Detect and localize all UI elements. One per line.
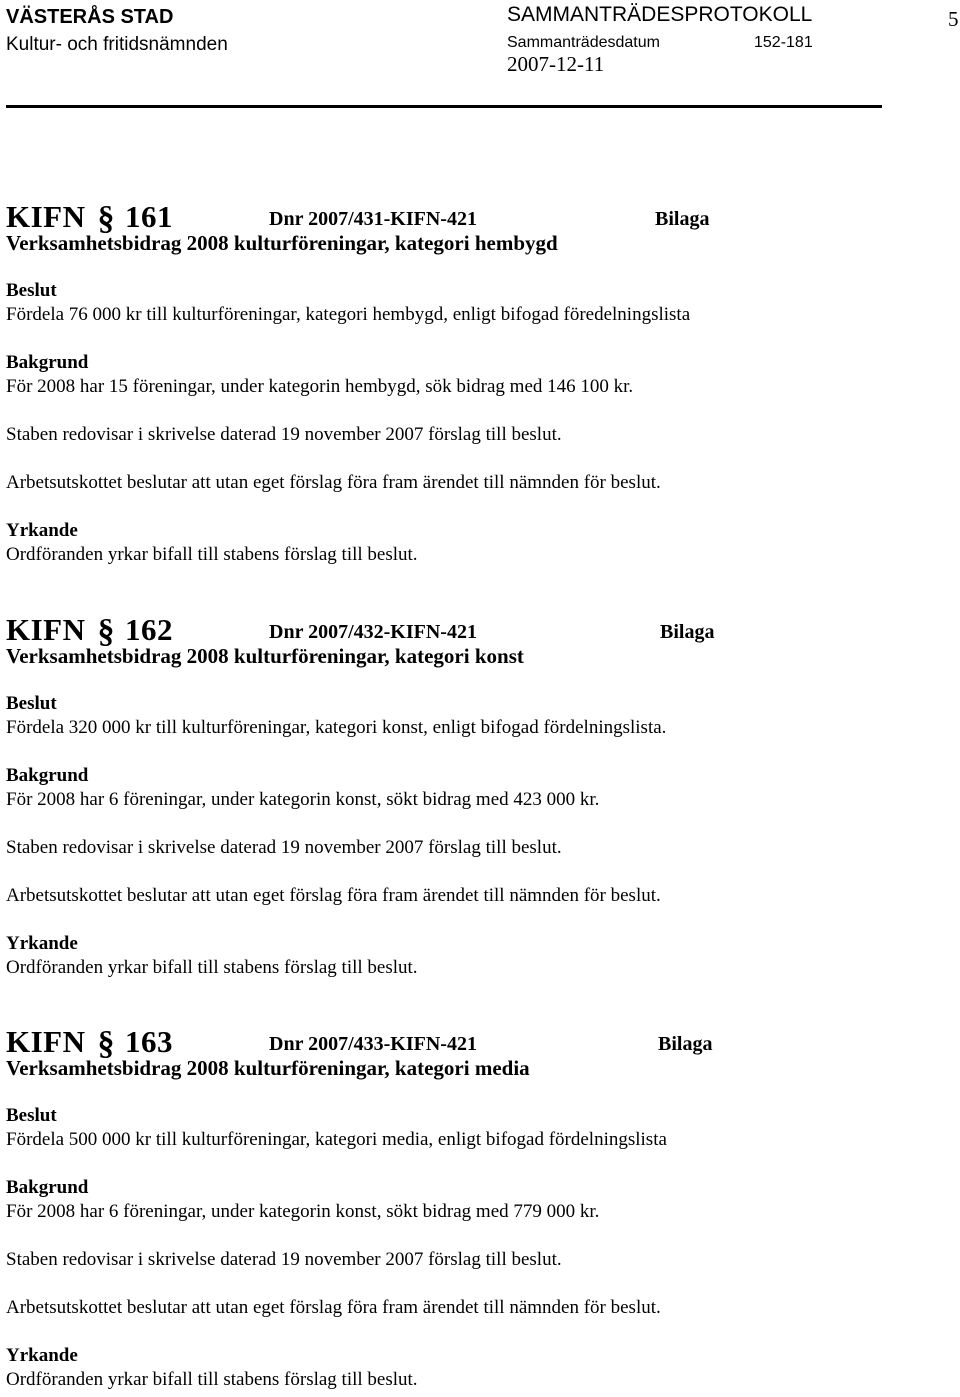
section-title: Verksamhetsbidrag 2008 kulturföreningar, kategori konst	[6, 644, 524, 668]
kifn-label: KIFN	[6, 612, 86, 647]
section-title: Verksamhetsbidrag 2008 kulturföreningar, kategori media	[6, 1056, 530, 1080]
beslut-text: Fördela 500 000 kr till kulturföreningar, kategori media, enligt bifogad fördelningslista	[6, 1129, 667, 1150]
bakgrund-text: För 2008 har 15 föreningar, under kategorin hembygd, sök bidrag med 146 100 kr.	[6, 376, 634, 397]
beslut-text: Fördela 320 000 kr till kulturföreningar, kategori konst, enligt bifogad fördelningslista.	[6, 717, 667, 738]
beslut-text: Fördela 76 000 kr till kulturföreningar, kategori hembygd, enligt bifogad föredelningslista	[6, 304, 691, 325]
paragraph-sign: §	[97, 613, 115, 650]
arbetsutskottet-text: Arbetsutskottet beslutar att utan eget förslag föra fram ärendet till nämnden för beslut.	[6, 885, 661, 906]
arbetsutskottet-text: Arbetsutskottet beslutar att utan eget förslag föra fram ärendet till nämnden för beslut.	[6, 472, 661, 493]
bakgrund-label: Bakgrund	[6, 1177, 89, 1198]
paragraph-range: 152-181	[754, 34, 813, 51]
document-title: SAMMANTRÄDESPROTOKOLL	[507, 3, 813, 26]
paragraph-sign: §	[97, 200, 115, 237]
section-kifn-162	[6, 612, 936, 980]
section-number: 163	[125, 1024, 173, 1059]
arbetsutskottet-text: Arbetsutskottet beslutar att utan eget förslag föra fram ärendet till nämnden för beslut.	[6, 1297, 661, 1318]
bilaga-label: Bilaga	[655, 208, 710, 230]
staben-text: Staben redovisar i skrivelse daterad 19 november 2007 förslag till beslut.	[6, 1249, 562, 1270]
dnr-reference: Dnr 2007/433-KIFN-421	[269, 1033, 477, 1055]
dnr-reference: Dnr 2007/431-KIFN-421	[269, 208, 477, 230]
yrkande-label: Yrkande	[6, 1345, 78, 1366]
header-divider	[6, 105, 882, 108]
meeting-date-label: Sammanträdesdatum	[507, 34, 660, 51]
beslut-label: Beslut	[6, 693, 57, 714]
section-heading	[6, 199, 936, 237]
bilaga-label: Bilaga	[660, 621, 715, 643]
kifn-label: KIFN	[6, 1024, 86, 1059]
board-name: Kultur- och fritidsnämnden	[6, 34, 228, 55]
section-number: 162	[125, 612, 173, 647]
section-heading	[6, 1024, 936, 1062]
section-title: Verksamhetsbidrag 2008 kulturföreningar, kategori hembygd	[6, 231, 558, 255]
yrkande-label: Yrkande	[6, 520, 78, 541]
bakgrund-text: För 2008 har 6 föreningar, under kategorin konst, sökt bidrag med 779 000 kr.	[6, 1201, 600, 1222]
section-number-line	[6, 1024, 173, 1063]
page-number: 5	[948, 7, 959, 31]
kifn-label: KIFN	[6, 199, 86, 234]
yrkande-label: Yrkande	[6, 933, 78, 954]
yrkande-text: Ordföranden yrkar bifall till stabens förslag till beslut.	[6, 957, 418, 978]
section-number-line	[6, 199, 173, 238]
yrkande-text: Ordföranden yrkar bifall till stabens förslag till beslut.	[6, 1369, 418, 1390]
section-kifn-161	[6, 199, 936, 567]
section-heading	[6, 612, 936, 650]
organization-name: VÄSTERÅS STAD	[6, 6, 174, 28]
dnr-reference: Dnr 2007/432-KIFN-421	[269, 621, 477, 643]
staben-text: Staben redovisar i skrivelse daterad 19 november 2007 förslag till beslut.	[6, 837, 562, 858]
bakgrund-label: Bakgrund	[6, 765, 89, 786]
bakgrund-label: Bakgrund	[6, 352, 89, 373]
paragraph-sign: §	[97, 1025, 115, 1062]
beslut-label: Beslut	[6, 1105, 57, 1126]
staben-text: Staben redovisar i skrivelse daterad 19 november 2007 förslag till beslut.	[6, 424, 562, 445]
beslut-label: Beslut	[6, 280, 57, 301]
meeting-date: 2007-12-11	[507, 52, 605, 76]
bilaga-label: Bilaga	[658, 1033, 713, 1055]
section-number-line	[6, 612, 173, 651]
section-kifn-163	[6, 1024, 936, 1392]
bakgrund-text: För 2008 har 6 föreningar, under kategorin konst, sökt bidrag med 423 000 kr.	[6, 789, 600, 810]
yrkande-text: Ordföranden yrkar bifall till stabens förslag till beslut.	[6, 544, 418, 565]
section-number: 161	[125, 199, 173, 234]
